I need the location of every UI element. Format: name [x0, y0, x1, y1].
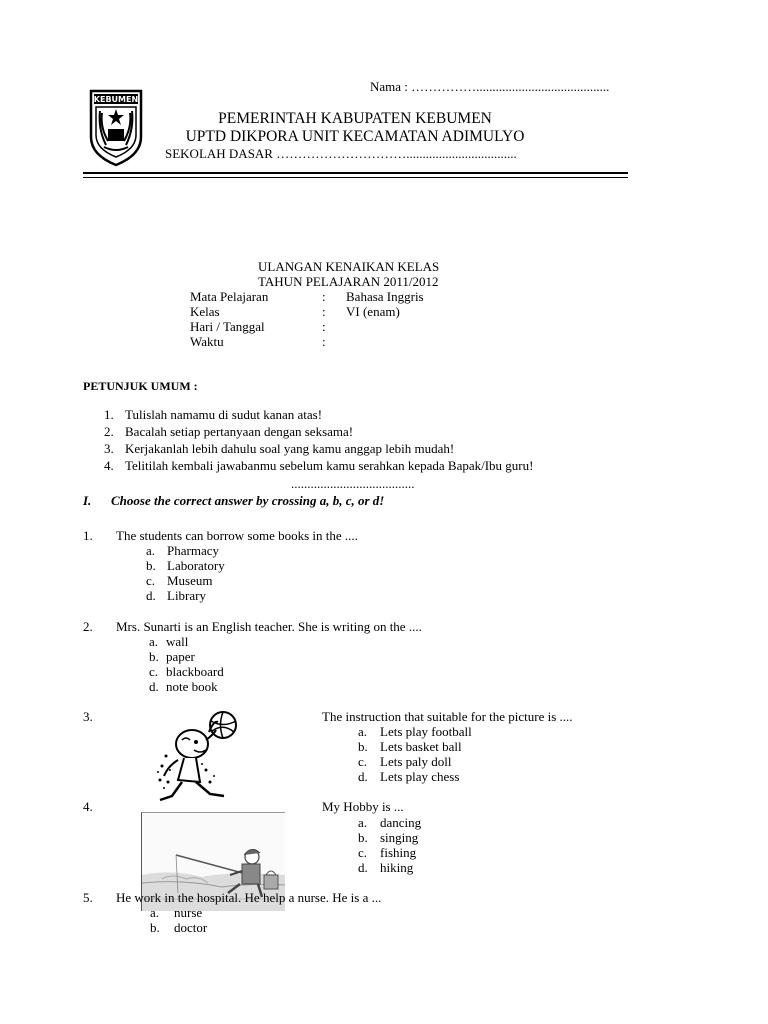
option-letter: c. — [358, 845, 368, 860]
school-name-line: SEKOLAH DASAR ………………………….................................. — [165, 146, 517, 161]
section-title: Choose the correct answer by crossing a, b, c, or d! — [111, 493, 385, 508]
option-text: doctor — [174, 920, 208, 935]
option-text: wall — [166, 634, 189, 649]
government-title: PEMERINTAH KABUPATEN KEBUMEN — [218, 110, 492, 127]
option-text: Lets play football — [380, 724, 472, 739]
instruction-text: Telitilah kembali jawabanmu sebelum kamu serahkan kepada Bapak/Ibu guru! — [125, 458, 534, 473]
exam-title: ULANGAN KENAIKAN KELAS — [258, 259, 440, 274]
info-label: Mata Pelajaran — [190, 289, 269, 304]
option-letter: a. — [149, 634, 159, 649]
dotted-divider: ...................................... — [291, 476, 415, 491]
basketball-player-illustration — [154, 710, 240, 804]
option-text: fishing — [380, 845, 417, 860]
option-text: dancing — [380, 815, 422, 830]
info-colon: : — [322, 319, 326, 334]
instructions-heading: PETUNJUK UMUM : — [83, 379, 198, 393]
unit-title: UPTD DIKPORA UNIT KECAMATAN ADIMULYO — [185, 128, 525, 145]
option-text: paper — [166, 649, 195, 664]
question-text: He work in the hospital. He help a nurse. He is a ... — [116, 890, 382, 905]
option-text: singing — [380, 830, 419, 845]
question-text: The instruction that suitable for the picture is .... — [322, 709, 573, 724]
option-letter: b. — [358, 830, 368, 845]
question-number: 4. — [83, 799, 93, 814]
option-letter: d. — [358, 769, 368, 784]
option-letter: b. — [150, 920, 160, 935]
instruction-text: Bacalah setiap pertanyaan dengan seksama! — [125, 424, 354, 439]
section-number: I. — [83, 493, 92, 508]
option-text: Museum — [167, 573, 213, 588]
logo-text: KEBUMEN — [93, 95, 139, 104]
question-number: 3. — [83, 709, 93, 724]
option-letter: c. — [358, 754, 368, 769]
question-text: Mrs. Sunarti is an English teacher. She is writing on the .... — [116, 619, 422, 634]
option-text: blackboard — [166, 664, 224, 679]
question-text: My Hobby is ... — [322, 799, 404, 814]
instruction-number: 3. — [104, 441, 114, 456]
option-letter: d. — [358, 860, 368, 875]
info-value: VI (enam) — [346, 304, 400, 319]
instruction-text: Kerjakanlah lebih dahulu soal yang kamu anggap lebih mudah! — [125, 441, 455, 456]
question-text: The students can borrow some books in the .... — [116, 528, 358, 543]
info-label: Kelas — [190, 304, 220, 319]
option-letter: b. — [146, 558, 156, 573]
header-divider-thin — [83, 177, 628, 178]
option-text: note book — [166, 679, 218, 694]
instruction-text: Tulislah namamu di sudut kanan atas! — [125, 407, 323, 422]
option-letter: d. — [146, 588, 156, 603]
instruction-number: 1. — [104, 407, 114, 422]
option-letter: b. — [358, 739, 368, 754]
info-colon: : — [322, 304, 326, 319]
option-text: Lets paly doll — [380, 754, 452, 769]
option-text: Pharmacy — [167, 543, 219, 558]
option-text: Library — [167, 588, 206, 603]
option-letter: c. — [146, 573, 156, 588]
option-text: nurse — [174, 905, 203, 920]
option-letter: c. — [149, 664, 159, 679]
info-label: Hari / Tanggal — [190, 319, 265, 334]
info-colon: : — [322, 334, 326, 349]
name-field-line: Nama : ……………......................................... — [370, 79, 610, 94]
option-letter: a. — [150, 905, 160, 920]
question-number: 5. — [83, 890, 93, 905]
instruction-number: 4. — [104, 458, 114, 473]
instruction-number: 2. — [104, 424, 114, 439]
option-text: Lets basket ball — [380, 739, 462, 754]
header-divider-thick — [83, 172, 628, 174]
option-letter: a. — [358, 724, 368, 739]
exam-year: TAHUN PELAJARAN 2011/2012 — [258, 274, 439, 289]
option-letter: a. — [358, 815, 368, 830]
question-number: 1. — [83, 528, 93, 543]
option-text: hiking — [380, 860, 414, 875]
info-colon: : — [322, 289, 326, 304]
info-value: Bahasa Inggris — [346, 289, 424, 304]
option-letter: a. — [146, 543, 156, 558]
option-letter: d. — [149, 679, 159, 694]
option-text: Lets play chess — [380, 769, 460, 784]
info-label: Waktu — [190, 334, 224, 349]
option-text: Laboratory — [167, 558, 225, 573]
option-letter: b. — [149, 649, 159, 664]
question-number: 2. — [83, 619, 93, 634]
